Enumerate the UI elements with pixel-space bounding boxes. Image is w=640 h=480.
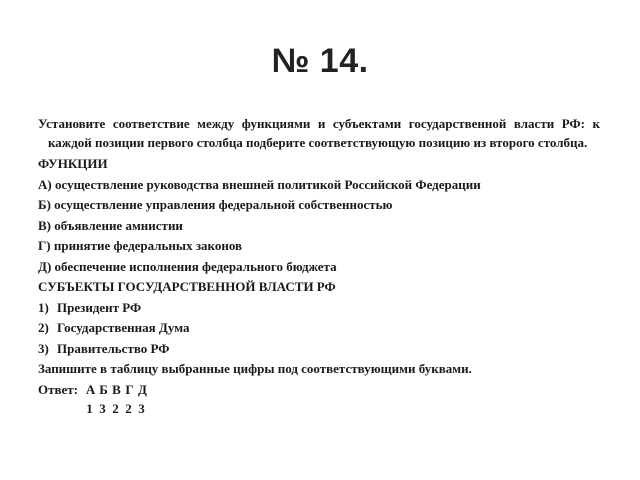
answer-letters <box>84 380 149 400</box>
subject-item-1 <box>38 298 600 318</box>
task-text: Установите соответствие между функциями и субъектами государственной власти РФ: к каждой позиции первого столбца подберите соответствующую позицию из второго столбца. <box>38 116 600 150</box>
answer-letter: Г <box>125 381 134 397</box>
subject-number: 3) <box>38 340 49 356</box>
subject-number: 1) <box>38 299 49 315</box>
answer-letter: Д <box>138 381 147 397</box>
subject-label: Президент РФ <box>57 299 142 315</box>
subject-item-3 <box>38 339 600 359</box>
answer-digit: 3 <box>99 401 106 416</box>
subject-number: 2) <box>38 320 49 335</box>
function-item-b: Б) осуществление управления федеральной собственностью <box>38 197 393 212</box>
subject-item-2 <box>38 318 600 338</box>
task-content <box>38 114 600 419</box>
answer-digit: 1 <box>86 401 93 416</box>
answer-letters-row <box>38 380 600 400</box>
answer-letter: А <box>85 381 96 397</box>
function-item-v: В) объявление амнистии <box>38 217 183 233</box>
answer-label: Ответ: <box>38 381 79 397</box>
answer-letter: Б <box>99 381 108 397</box>
answer-digit: 2 <box>112 401 119 416</box>
subject-label: Правительство РФ <box>57 340 170 356</box>
answer-digits <box>83 399 148 419</box>
answer-digit: 2 <box>125 401 132 416</box>
answer-letter: В <box>112 381 121 397</box>
functions-heading: ФУНКЦИИ <box>38 156 108 171</box>
page-title: № 14. <box>271 42 369 80</box>
answer-digit: 3 <box>138 401 145 416</box>
subjects-heading: СУБЪЕКТЫ ГОСУДАРСТВЕННОЙ ВЛАСТИ РФ <box>38 279 336 294</box>
function-item-a: А) осуществление руководства внешней политикой Российской Федерации <box>38 176 481 192</box>
function-item-d: Д) обеспечение исполнения федерального бюджета <box>38 258 337 274</box>
answer-digits-row <box>38 399 600 419</box>
instruction-text: Запишите в таблицу выбранные цифры под соответствующими буквами. <box>38 361 472 376</box>
subject-label: Государственная Дума <box>57 320 190 335</box>
function-item-g: Г) принятие федеральных законов <box>38 238 243 253</box>
